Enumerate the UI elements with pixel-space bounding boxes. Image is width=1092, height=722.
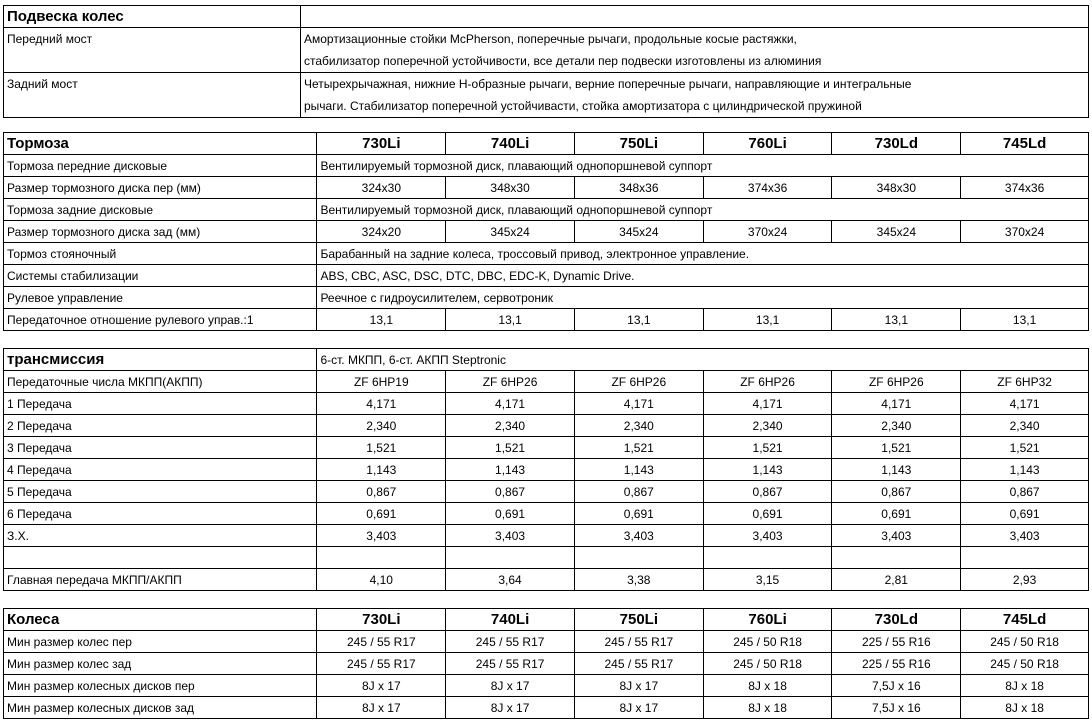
cell-value: 7,5J x 16: [832, 697, 961, 719]
row-label: Мин размер колес зад: [4, 653, 317, 675]
cell-value: 0,867: [317, 481, 446, 503]
cell-value: 1,143: [832, 459, 961, 481]
gearbox-row: [4, 371, 1089, 393]
cell-value: 8J x 17: [317, 697, 446, 719]
row-label: Тормоз стояночный: [4, 243, 317, 265]
cell-value: 0,691: [832, 503, 961, 525]
gear-5-row: [4, 481, 1089, 503]
cell-value: 13,1: [961, 309, 1089, 331]
cell-value: 1,521: [961, 437, 1089, 459]
brakes-header-row: [4, 133, 1089, 155]
cell-value: 3,38: [574, 569, 703, 591]
cell-value: 245 / 55 R17: [446, 653, 575, 675]
cell-value: 13,1: [317, 309, 446, 331]
model-header: 730Li: [317, 609, 446, 631]
empty-cell: [4, 547, 317, 569]
rear-brake-type-row: [4, 199, 1089, 221]
front-axle-line-2: стабилизатор поперечной устойчивости, все детали пер подвески изготовлены из алюминия: [304, 54, 822, 68]
row-label: Размер тормозного диска пер (мм): [4, 177, 317, 199]
cell-value: 4,171: [446, 393, 575, 415]
cell-value: 225 / 55 R16: [832, 631, 961, 653]
cell-value: 225 / 55 R16: [832, 653, 961, 675]
transmission-header-row: [4, 349, 1089, 371]
cell-value: 4,171: [574, 393, 703, 415]
cell-value: 0,691: [317, 503, 446, 525]
cell-value: 3,403: [446, 525, 575, 547]
cell-value: 2,340: [961, 415, 1089, 437]
parking-brake-row: [4, 243, 1089, 265]
row-text: Реечное с гидроусилителем, сервотроник: [317, 287, 1089, 309]
row-label: Тормоза передние дисковые: [4, 155, 317, 177]
gearbox-model: ZF 6HP32: [961, 371, 1089, 393]
gearbox-model: ZF 6HP26: [574, 371, 703, 393]
front-axle-text: [301, 28, 1089, 73]
empty-cell: [961, 547, 1089, 569]
cell-value: 348x30: [446, 177, 575, 199]
cell-value: 3,64: [446, 569, 575, 591]
gear-3-row: [4, 437, 1089, 459]
rear-disc-size-row: [4, 221, 1089, 243]
cell-value: 13,1: [832, 309, 961, 331]
cell-value: 4,171: [317, 393, 446, 415]
cell-value: 8J x 17: [317, 675, 446, 697]
cell-value: 4,10: [317, 569, 446, 591]
cell-value: 245 / 50 R18: [703, 631, 832, 653]
cell-value: 245 / 50 R18: [961, 631, 1089, 653]
cell-value: 4,171: [832, 393, 961, 415]
cell-value: 3,403: [832, 525, 961, 547]
cell-value: 245 / 50 R18: [703, 653, 832, 675]
cell-value: 3,403: [574, 525, 703, 547]
cell-value: 8J x 17: [574, 675, 703, 697]
row-label: 2 Передача: [4, 415, 317, 437]
cell-value: 13,1: [703, 309, 832, 331]
cell-value: 4,171: [703, 393, 832, 415]
cell-value: 8J x 17: [574, 697, 703, 719]
transmission-title: трансмиссия: [4, 349, 317, 371]
steering-ratio-row: [4, 309, 1089, 331]
suspension-title: Подвеска колес: [4, 6, 301, 28]
suspension-header-row: [4, 6, 1089, 28]
gearbox-model: ZF 6HP26: [703, 371, 832, 393]
cell-value: 8J x 18: [961, 697, 1089, 719]
cell-value: 0,691: [961, 503, 1089, 525]
front-disc-size-row: [4, 177, 1089, 199]
cell-value: 0,867: [446, 481, 575, 503]
cell-value: 370x24: [703, 221, 832, 243]
row-label: Главная передача МКПП/АКПП: [4, 569, 317, 591]
gear-6-row: [4, 503, 1089, 525]
row-label: Тормоза задние дисковые: [4, 199, 317, 221]
rear-wheel-size-row: [4, 653, 1089, 675]
cell-value: 324x20: [317, 221, 446, 243]
cell-value: 4,171: [961, 393, 1089, 415]
cell-value: 2,340: [317, 415, 446, 437]
cell-value: 1,143: [703, 459, 832, 481]
suspension-table: [3, 5, 1089, 118]
header-blank-cell: [301, 6, 1089, 28]
steering-row: [4, 287, 1089, 309]
model-header: 745Ld: [961, 609, 1089, 631]
cell-value: 1,521: [446, 437, 575, 459]
cell-value: 0,691: [574, 503, 703, 525]
row-label: Мин размер колес пер: [4, 631, 317, 653]
row-label: Передаточное отношение рулевого управ.:1: [4, 309, 317, 331]
row-label: Рулевое управление: [4, 287, 317, 309]
gearbox-model: ZF 6HP19: [317, 371, 446, 393]
empty-cell: [832, 547, 961, 569]
final-drive-row: [4, 569, 1089, 591]
cell-value: 370x24: [961, 221, 1089, 243]
front-axle-line-1: Амортизационные стойки McPherson, поперечные рычаги, продольные косые растяжки,: [304, 32, 797, 46]
row-label: Мин размер колесных дисков зад: [4, 697, 317, 719]
cell-value: 2,340: [446, 415, 575, 437]
empty-row: [4, 547, 1089, 569]
cell-value: 3,15: [703, 569, 832, 591]
row-label: 1 Передача: [4, 393, 317, 415]
row-label: 5 Передача: [4, 481, 317, 503]
cell-value: 374x36: [703, 177, 832, 199]
cell-value: 1,143: [446, 459, 575, 481]
gear-1-row: [4, 393, 1089, 415]
model-header: 740Li: [446, 609, 575, 631]
cell-value: 3,403: [317, 525, 446, 547]
cell-value: 1,521: [317, 437, 446, 459]
cell-value: 0,691: [703, 503, 832, 525]
row-label: Системы стабилизации: [4, 265, 317, 287]
front-axle-row: [4, 28, 1089, 73]
empty-cell: [574, 547, 703, 569]
model-header: 730Li: [317, 133, 446, 155]
model-header: 760Li: [703, 609, 832, 631]
model-header: 740Li: [446, 133, 575, 155]
cell-value: 374x36: [961, 177, 1089, 199]
cell-value: 2,340: [703, 415, 832, 437]
rear-axle-line-1: Четырехрычажная, нижние H-образные рычаги, верние поперечные рычаги, направляющие и интегральные: [304, 77, 912, 91]
cell-value: 2,93: [961, 569, 1089, 591]
cell-value: 0,867: [961, 481, 1089, 503]
cell-value: 245 / 55 R17: [574, 653, 703, 675]
cell-value: 245 / 55 R17: [317, 631, 446, 653]
rear-axle-text: [301, 73, 1089, 118]
cell-value: 245 / 55 R17: [446, 631, 575, 653]
cell-value: 2,81: [832, 569, 961, 591]
row-label: 6 Передача: [4, 503, 317, 525]
front-axle-label: Передний мост: [4, 28, 301, 73]
cell-value: 345x24: [574, 221, 703, 243]
stability-systems-row: [4, 265, 1089, 287]
transmission-type-text: 6-ст. МКПП, 6-ст. АКПП Steptronic: [317, 349, 1089, 371]
front-wheel-size-row: [4, 631, 1089, 653]
cell-value: 7,5J x 16: [832, 675, 961, 697]
cell-value: 345x24: [832, 221, 961, 243]
wheels-table: [3, 608, 1089, 719]
cell-value: 2,340: [574, 415, 703, 437]
cell-value: 0,867: [703, 481, 832, 503]
model-header: 730Ld: [832, 609, 961, 631]
row-label: 4 Передача: [4, 459, 317, 481]
cell-value: 1,143: [961, 459, 1089, 481]
row-text: Барабанный на задние колеса, троссовый привод, электронное управление.: [317, 243, 1089, 265]
cell-value: 1,143: [317, 459, 446, 481]
cell-value: 2,340: [832, 415, 961, 437]
cell-value: 13,1: [446, 309, 575, 331]
cell-value: 345x24: [446, 221, 575, 243]
gearbox-model: ZF 6HP26: [446, 371, 575, 393]
brakes-table: [3, 132, 1089, 331]
cell-value: 8J x 17: [446, 697, 575, 719]
rear-axle-row: [4, 73, 1089, 118]
cell-value: 348x36: [574, 177, 703, 199]
cell-value: 13,1: [574, 309, 703, 331]
wheels-title: Колеса: [4, 609, 317, 631]
cell-value: 8J x 17: [446, 675, 575, 697]
cell-value: 1,521: [703, 437, 832, 459]
model-header: 750Li: [574, 609, 703, 631]
transmission-table: [3, 348, 1089, 591]
front-brake-type-row: [4, 155, 1089, 177]
rear-axle-label: Задний мост: [4, 73, 301, 118]
cell-value: 0,867: [832, 481, 961, 503]
cell-value: 0,691: [446, 503, 575, 525]
cell-value: 1,521: [832, 437, 961, 459]
row-text: ABS, CBC, ASC, DSC, DTC, DBC, EDC-K, Dynamic Drive.: [317, 265, 1089, 287]
empty-cell: [446, 547, 575, 569]
gearbox-model: ZF 6HP26: [832, 371, 961, 393]
reverse-gear-row: [4, 525, 1089, 547]
wheels-header-row: [4, 609, 1089, 631]
cell-value: 348x30: [832, 177, 961, 199]
cell-value: 3,403: [961, 525, 1089, 547]
cell-value: 1,521: [574, 437, 703, 459]
row-label: Размер тормозного диска зад (мм): [4, 221, 317, 243]
cell-value: 245 / 55 R17: [574, 631, 703, 653]
cell-value: 245 / 50 R18: [961, 653, 1089, 675]
gear-4-row: [4, 459, 1089, 481]
row-text: Вентилируемый тормозной диск, плавающий однопоршневой суппорт: [317, 155, 1089, 177]
rear-rim-size-row: [4, 697, 1089, 719]
row-label: Передаточные числа МКПП(АКПП): [4, 371, 317, 393]
empty-cell: [317, 547, 446, 569]
model-header: 760Li: [703, 133, 832, 155]
row-text: Вентилируемый тормозной диск, плавающий однопоршневой суппорт: [317, 199, 1089, 221]
cell-value: 3,403: [703, 525, 832, 547]
row-label: 3 Передача: [4, 437, 317, 459]
cell-value: 8J x 18: [703, 697, 832, 719]
row-label: З.Х.: [4, 525, 317, 547]
brakes-title: Тормоза: [4, 133, 317, 155]
model-header: 745Ld: [961, 133, 1089, 155]
cell-value: 324x30: [317, 177, 446, 199]
model-header: 750Li: [574, 133, 703, 155]
cell-value: 8J x 18: [961, 675, 1089, 697]
front-rim-size-row: [4, 675, 1089, 697]
cell-value: 8J x 18: [703, 675, 832, 697]
empty-cell: [703, 547, 832, 569]
cell-value: 1,143: [574, 459, 703, 481]
cell-value: 245 / 55 R17: [317, 653, 446, 675]
model-header: 730Ld: [832, 133, 961, 155]
row-label: Мин размер колесных дисков пер: [4, 675, 317, 697]
rear-axle-line-2: рычаги. Стабилизатор поперечной устойчивасти, стойка амортизатора с цилиндрической пружиной: [304, 99, 862, 113]
cell-value: 0,867: [574, 481, 703, 503]
gear-2-row: [4, 415, 1089, 437]
